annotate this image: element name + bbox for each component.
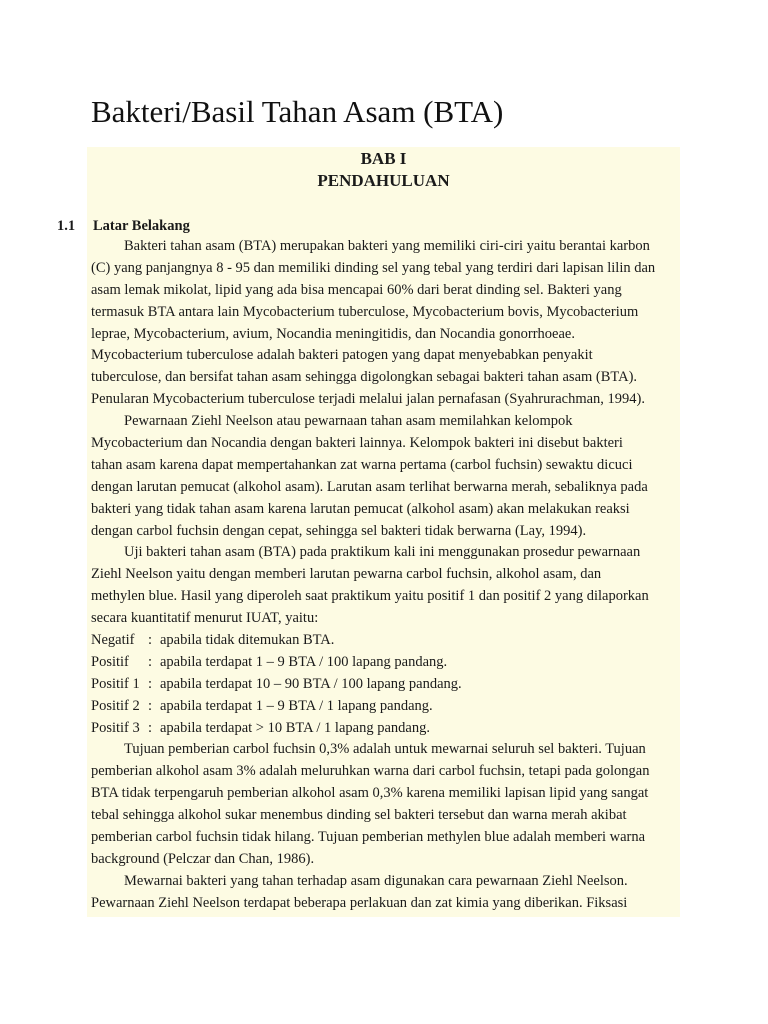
criteria-colon: : [148, 697, 153, 714]
criteria-colon: : [148, 675, 153, 692]
criteria-colon: : [148, 653, 153, 670]
paragraph-line: Pewarnaan Ziehl Neelson atau pewarnaan tahan asam memilahkan kelompok [124, 413, 573, 430]
paragraph-line: Tujuan pemberian carbol fuchsin 0,3% adalah untuk mewarnai seluruh sel bakteri. Tujuan [124, 741, 646, 758]
body-text [91, 236, 691, 915]
paragraph-line: (C) yang panjangnya 8 - 95 dan memiliki dinding sel yang tebal yang terdiri dari lapisan lilin dan [91, 259, 656, 276]
paragraph-line: methylen blue. Hasil yang diperoleh saat praktikum yaitu positif 1 dan positif 2 yang dilaporkan [91, 588, 649, 605]
paragraph-line: pemberian carbol fuchsin tidak hilang. Tujuan pemberian methylen blue adalah memberi warna [91, 829, 646, 846]
paragraph-line: Mycobacterium dan Nocandia dengan bakteri lainnya. Kelompok bakteri ini disebut bakteri [91, 435, 623, 452]
criteria-row [91, 630, 691, 652]
paragraph-line: Penularan Mycobacterium tuberculose terjadi melalui jalan pernafasan (Syahrurachman, 1994). [91, 391, 646, 408]
document-title: Bakteri/Basil Tahan Asam (BTA) [91, 94, 504, 129]
paragraph-line: bakteri yang tidak tahan asam karena larutan pemucat (alkohol asam) akan melakukan reaksi [91, 500, 630, 517]
criteria-label: Positif 1 [91, 675, 140, 692]
paragraph-line: BTA tidak terpengaruh pemberian alkohol asam 0,3% karena memiliki lapisan lipid yang sangat [91, 785, 649, 802]
paragraph-line: Ziehl Neelson yaitu dengan memberi larutan pewarna carbol fuchsin, alkohol asam, dan [91, 566, 602, 583]
section-heading [57, 215, 190, 237]
paragraph-line: Uji bakteri tahan asam (BTA) pada praktikum kali ini menggunakan prosedur pewarnaan [124, 544, 641, 561]
paragraph-line: background (Pelczar dan Chan, 1986). [91, 850, 315, 867]
paragraph-line: asam lemak mikolat, lipid yang ada bisa mencapai 60% dari berat dinding sel. Bakteri yang [91, 281, 622, 298]
criteria-desc: apabila terdapat 10 – 90 BTA / 100 lapang pandang. [160, 675, 462, 692]
criteria-label: Positif [91, 653, 129, 670]
paragraph-line: Mewarnai bakteri yang tahan terhadap asam digunakan cara pewarnaan Ziehl Neelson. [124, 872, 628, 889]
paragraph-line: tebal sehingga alkohol sukar menembus dinding sel bakteri tersebut dan warna merah akibat [91, 807, 627, 824]
criteria-label: Positif 2 [91, 697, 140, 714]
paragraph-line: tuberculose, dan bersifat tahan asam sehingga digolongkan sebagai bakteri tahan asam (BTA). [91, 369, 638, 386]
criteria-desc: apabila tidak ditemukan BTA. [160, 632, 335, 649]
paragraph-line: dengan larutan pemucat (alkohol asam). Larutan asam terlihat berwarna merah, sebaliknya pada [91, 478, 648, 495]
criteria-label: Positif 3 [91, 719, 140, 736]
criteria-label: Negatif [91, 632, 135, 649]
section-number: 1.1 [57, 218, 76, 234]
criteria-row [91, 674, 691, 696]
chapter-name: PENDAHULUAN [317, 171, 450, 190]
paragraph-line: Mycobacterium tuberculose adalah bakteri patogen yang dapat menyebabkan penyakit [91, 347, 593, 364]
criteria-row [91, 718, 691, 740]
paragraph-line: Bakteri tahan asam (BTA) merupakan bakteri yang memiliki ciri-ciri yaitu berantai karbon [124, 238, 650, 254]
criteria-desc: apabila terdapat > 10 BTA / 1 lapang pandang. [160, 719, 430, 736]
chapter-label: BAB I [360, 149, 407, 168]
criteria-colon: : [148, 632, 153, 649]
paragraph-line: pemberian alkohol asam 3% adalah meluruhkan warna dari carbol fuchsin, tetapi pada golongan [91, 763, 650, 780]
criteria-desc: apabila terdapat 1 – 9 BTA / 1 lapang pandang. [160, 697, 433, 714]
section-title: Latar Belakang [93, 218, 190, 234]
paragraph-line: leprae, Mycobacterium, avium, Nocandia meningitidis, dan Nocandia gonorrhoeae. [91, 325, 575, 342]
criteria-desc: apabila terdapat 1 – 9 BTA / 100 lapang pandang. [160, 653, 448, 670]
paragraph-line: tahan asam karena dapat mempertahankan zat warna pertama (carbol fuchsin) sewaktu dicuci [91, 456, 633, 473]
paragraph-line: secara kuantitatif menurut IUAT, yaitu: [91, 610, 319, 627]
criteria-colon: : [148, 719, 153, 736]
criteria-row [91, 652, 691, 674]
paragraph-line: dengan carbol fuchsin dengan cepat, sehingga sel bakteri tidak berwarna (Lay, 1994). [91, 522, 587, 539]
paragraph-line: Pewarnaan Ziehl Neelson terdapat beberapa perlakuan dan zat kimia yang diberikan. Fiksasi [91, 894, 628, 911]
criteria-row [91, 696, 691, 718]
paragraph-line: termasuk BTA antara lain Mycobacterium tuberculose, Mycobacterium bovis, Mycobacterium [91, 303, 639, 320]
